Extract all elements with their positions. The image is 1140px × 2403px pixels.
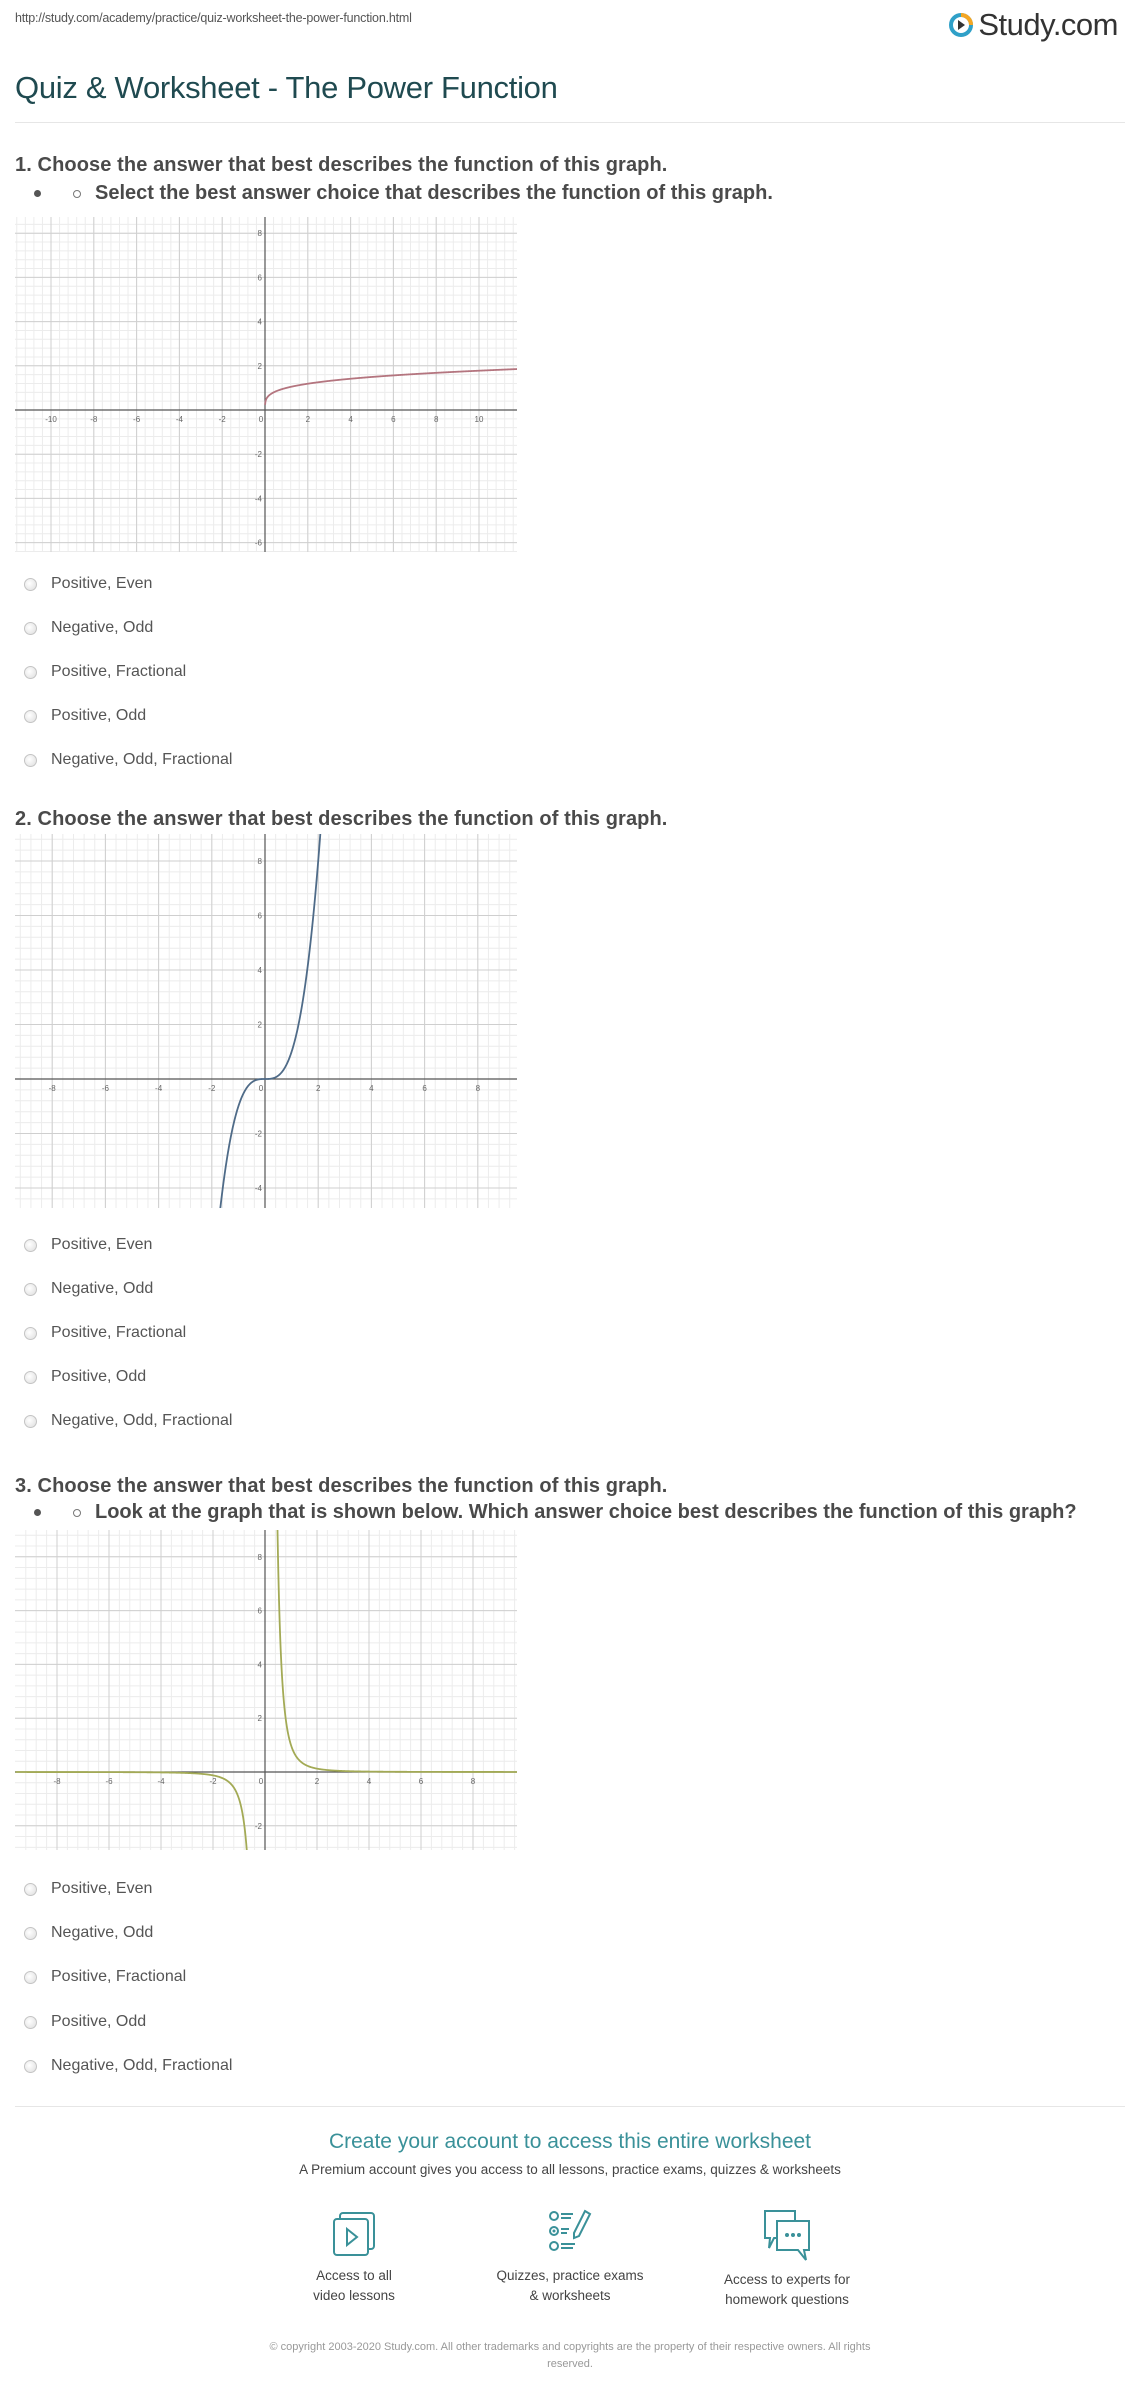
radio-button[interactable] (24, 1239, 37, 1252)
answer-option-label: Positive, Even (51, 1880, 153, 1897)
answer-option-label: Positive, Even (51, 575, 153, 592)
radio-button[interactable] (24, 1415, 37, 1428)
x-tick-label: 6 (418, 1777, 424, 1786)
x-tick-label: 8 (475, 1084, 481, 1093)
y-tick-label: -2 (254, 1129, 262, 1139)
feature-line: Quizzes, practice exams (496, 2268, 644, 2283)
y-tick-label: -2 (254, 450, 262, 460)
page-title: Quiz & Worksheet - The Power Function (15, 70, 558, 105)
x-tick-label: -2 (208, 1084, 216, 1093)
answer-option-label: Positive, Even (51, 1236, 153, 1253)
x-tick-label: -8 (53, 1777, 61, 1786)
y-tick-label: 2 (257, 1714, 262, 1724)
answer-option-label: Positive, Odd (51, 707, 147, 724)
x-tick-label: 4 (366, 1777, 372, 1786)
x-tick-label: 8 (470, 1777, 476, 1786)
study-logo-icon (948, 12, 974, 38)
x-tick-label: 0 (258, 1777, 264, 1786)
bullet-circle-icon (73, 190, 81, 198)
answer-option-label: Negative, Odd, Fractional (51, 2057, 233, 2074)
y-tick-label: 4 (257, 317, 262, 327)
x-tick-label: 0 (258, 1084, 264, 1093)
video-lessons-icon (329, 2208, 379, 2258)
answer-option[interactable] (24, 1236, 152, 1254)
answer-option[interactable] (24, 1924, 153, 1942)
y-tick-label: -6 (254, 538, 262, 548)
question-3-subtitle (34, 1501, 1077, 1524)
answer-option[interactable] (24, 619, 153, 637)
radio-button[interactable] (24, 754, 37, 767)
feature-quizzes (470, 2208, 670, 2306)
radio-button[interactable] (24, 2016, 37, 2029)
x-tick-label: 2 (314, 1777, 320, 1786)
answer-option-label: Positive, Odd (51, 1368, 147, 1385)
x-tick-label: 2 (305, 415, 311, 424)
y-tick-label: 6 (257, 1606, 262, 1616)
feature-line: Access to experts for (723, 2272, 851, 2287)
y-tick-label: 8 (257, 229, 262, 239)
x-tick-label: 2 (315, 1084, 321, 1093)
copyright-line: reserved. (547, 2358, 593, 2370)
answer-option-label: Positive, Fractional (51, 1324, 187, 1341)
feature-line: Access to all (316, 2268, 392, 2283)
answer-option-label: Negative, Odd (51, 1924, 154, 1941)
radio-button[interactable] (24, 1927, 37, 1940)
radio-button[interactable] (24, 2060, 37, 2073)
answer-option[interactable] (24, 1880, 152, 1898)
x-tick-label: 10 (474, 415, 484, 424)
copyright (200, 2339, 940, 2373)
answer-option[interactable] (24, 751, 232, 769)
bullet-circle-icon (73, 1509, 81, 1517)
feature-line: homework questions (725, 2292, 849, 2307)
y-tick-label: 2 (257, 361, 262, 371)
question-1-graph (15, 217, 517, 552)
question-3-title: 3. Choose the answer that best describes the function of this graph. (15, 1475, 668, 1497)
answer-option[interactable] (24, 1368, 146, 1386)
answer-option[interactable] (24, 663, 186, 681)
radio-button[interactable] (24, 578, 37, 591)
y-tick-label: 6 (257, 273, 262, 283)
y-tick-label: 6 (257, 911, 262, 921)
answer-option-label: Negative, Odd, Fractional (51, 1412, 233, 1429)
answer-option[interactable] (24, 1412, 232, 1430)
radio-button[interactable] (24, 622, 37, 635)
question-1-title: 1. Choose the answer that best describes the function of this graph. (15, 154, 668, 176)
cta-title[interactable]: Create your account to access this entire worksheet (328, 2130, 812, 2153)
chat-bubbles-icon (762, 2208, 812, 2262)
radio-button[interactable] (24, 1371, 37, 1384)
question-2-graph (15, 834, 517, 1208)
answer-option[interactable] (24, 575, 152, 593)
y-tick-label: 8 (257, 857, 262, 866)
answer-option-label: Negative, Odd, Fractional (51, 751, 233, 768)
x-tick-label: -2 (209, 1777, 217, 1786)
radio-button[interactable] (24, 710, 37, 723)
radio-button[interactable] (24, 1283, 37, 1296)
feature-video-lessons (254, 2208, 454, 2306)
radio-button[interactable] (24, 666, 37, 679)
y-tick-label: 4 (257, 1660, 262, 1670)
divider (15, 2106, 1125, 2107)
feature-line: video lessons (313, 2288, 395, 2303)
bullet-icon (34, 1509, 41, 1516)
answer-option[interactable] (24, 1280, 153, 1298)
radio-button[interactable] (24, 1327, 37, 1340)
x-tick-label: 8 (433, 415, 439, 424)
y-tick-label: 4 (257, 966, 262, 975)
answer-option-label: Positive, Fractional (51, 1968, 187, 1985)
y-tick-label: -2 (254, 1821, 262, 1831)
x-tick-label: 4 (369, 1084, 374, 1093)
answer-option[interactable] (24, 2013, 146, 2031)
x-tick-label: 4 (348, 415, 353, 424)
answer-option[interactable] (24, 1968, 186, 1986)
answer-option[interactable] (24, 1324, 186, 1342)
x-tick-label: -8 (48, 1084, 56, 1093)
x-tick-label: -4 (175, 415, 183, 424)
y-tick-label: 8 (257, 1552, 262, 1562)
radio-button[interactable] (24, 1883, 37, 1896)
question-1-subtitle (34, 182, 773, 205)
x-tick-label: -4 (155, 1084, 163, 1093)
logo-text: Study.com (978, 7, 1118, 42)
x-tick-label: -8 (90, 415, 98, 424)
answer-option-label: Negative, Odd (51, 1280, 154, 1297)
feature-experts (687, 2208, 887, 2310)
y-tick-label: -4 (254, 494, 262, 504)
x-tick-label: -2 (218, 415, 226, 424)
feature-line: & worksheets (529, 2288, 611, 2303)
answer-option[interactable] (24, 707, 146, 725)
quiz-checklist-icon (545, 2208, 595, 2258)
x-tick-label: -4 (157, 1777, 165, 1786)
y-tick-label: -4 (254, 1184, 262, 1193)
copyright-line: © copyright 2003-2020 Study.com. All other trademarks and copyrights are the property of their respective owners. All rights (269, 2341, 871, 2353)
question-3-subtitle-text: Look at the graph that is shown below. Which answer choice best describes the function of this graph? (95, 1501, 1077, 1523)
answer-option-label: Positive, Fractional (51, 663, 187, 680)
x-tick-label: -6 (133, 415, 141, 424)
answer-option[interactable] (24, 2057, 232, 2075)
page-url: http://study.com/academy/practice/quiz-worksheet-the-power-function.html (15, 11, 412, 25)
cta-subtitle: A Premium account gives you access to all lessons, practice exams, quizzes & worksheets (299, 2162, 841, 2177)
x-tick-label: 6 (422, 1084, 427, 1093)
x-tick-label: -6 (101, 1084, 109, 1093)
radio-button[interactable] (24, 1971, 37, 1984)
x-tick-label: -6 (105, 1777, 113, 1786)
divider (15, 122, 1125, 123)
answer-option-label: Positive, Odd (51, 2013, 147, 2030)
y-tick-label: 2 (257, 1020, 262, 1030)
bullet-icon (34, 190, 41, 197)
x-tick-label: 6 (391, 415, 396, 424)
question-2-title: 2. Choose the answer that best describes the function of this graph. (15, 808, 668, 830)
question-1-subtitle-text: Select the best answer choice that describes the function of this graph. (95, 182, 773, 204)
question-3-graph (15, 1530, 517, 1850)
answer-option-label: Negative, Odd (51, 619, 154, 636)
x-tick-label: -10 (45, 415, 57, 424)
x-tick-label: 0 (258, 415, 264, 424)
study-logo[interactable] (948, 5, 1118, 45)
